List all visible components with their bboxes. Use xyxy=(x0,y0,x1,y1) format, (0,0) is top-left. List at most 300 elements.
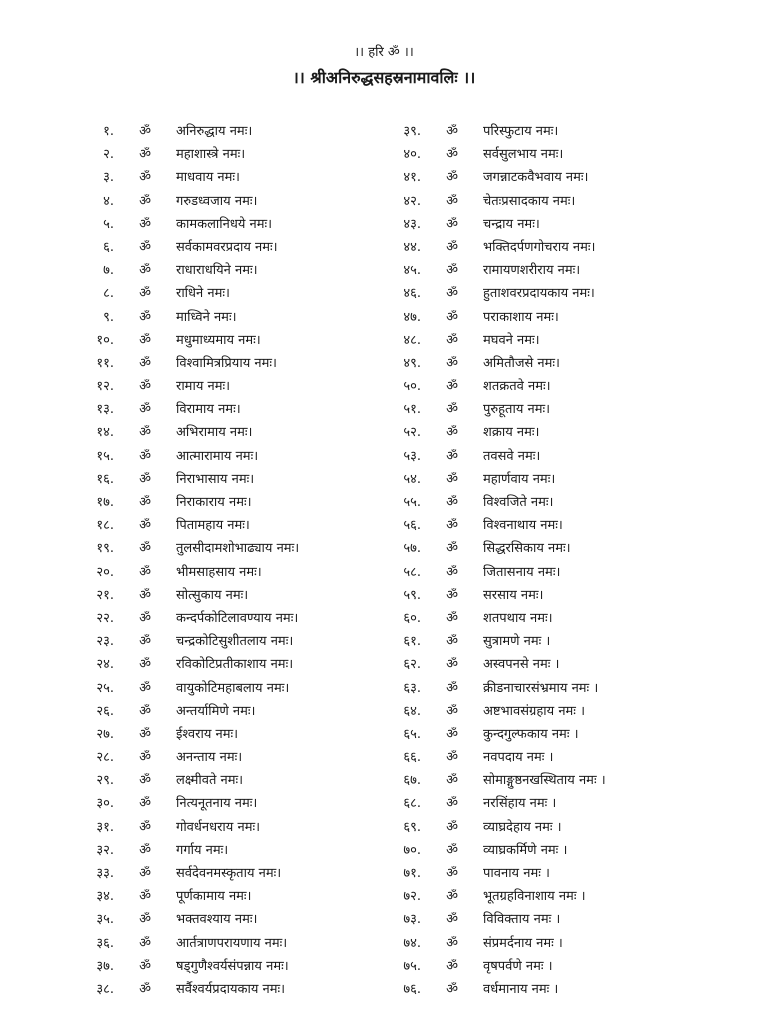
name-number: २८. xyxy=(96,750,114,766)
name-row xyxy=(78,839,299,862)
name-text: गोवर्धनधराय नमः। xyxy=(176,819,261,835)
name-text: चन्द्रकोटिसुशीतलाय नमः। xyxy=(176,634,294,650)
name-number: १९. xyxy=(96,541,114,557)
om-symbol: ॐ xyxy=(139,866,151,881)
name-row xyxy=(385,143,606,166)
name-number: ३०. xyxy=(96,796,114,812)
name-number: ७२. xyxy=(403,889,421,905)
om-symbol: ॐ xyxy=(139,355,151,371)
name-text: विश्वामित्रप्रियाय नमः। xyxy=(176,355,277,371)
name-text: चेतःप्रसादकाय नमः। xyxy=(483,193,576,209)
name-row xyxy=(78,769,299,792)
name-row xyxy=(385,908,606,931)
om-symbol: ॐ xyxy=(446,170,458,186)
om-symbol: ॐ xyxy=(446,332,458,348)
name-number: २५. xyxy=(96,680,114,696)
name-text: अष्टभावसंग्रहाय नमः । xyxy=(483,703,585,719)
name-text: मघवने नमः। xyxy=(483,332,540,348)
name-number: २९. xyxy=(96,773,114,789)
om-symbol: ॐ xyxy=(139,448,151,464)
name-number: ६१. xyxy=(403,634,421,650)
name-row xyxy=(385,329,606,352)
name-text: भूतग्रहविनाशाय नमः । xyxy=(483,889,586,905)
name-number: ७४. xyxy=(403,935,421,951)
name-text: परिस्फुटाय नमः। xyxy=(483,124,559,139)
om-symbol: ॐ xyxy=(139,518,151,534)
om-symbol: ॐ xyxy=(139,796,151,812)
om-symbol: ॐ xyxy=(446,958,458,974)
name-row xyxy=(385,630,606,653)
name-number: ४२. xyxy=(403,193,421,209)
om-symbol: ॐ xyxy=(139,958,151,974)
name-text: अमितौजसे नमः। xyxy=(483,355,560,371)
name-text: अनन्ताय नमः। xyxy=(176,750,243,766)
om-symbol: ॐ xyxy=(446,309,458,325)
name-text: अनिरुद्धाय नमः। xyxy=(176,124,253,139)
name-text: शतपथाय नमः। xyxy=(483,610,553,626)
name-row xyxy=(385,653,606,676)
om-symbol: ॐ xyxy=(139,402,151,418)
om-symbol: ॐ xyxy=(446,448,458,464)
om-symbol: ॐ xyxy=(446,912,458,928)
om-symbol: ॐ xyxy=(139,726,151,742)
name-number: ६६. xyxy=(403,750,421,766)
om-symbol: ॐ xyxy=(139,634,151,650)
name-number: ३. xyxy=(103,170,114,186)
name-row xyxy=(78,120,299,143)
name-number: ४३. xyxy=(403,216,421,232)
name-row xyxy=(78,978,299,1001)
name-text: वृषपर्वणे नमः । xyxy=(483,958,553,974)
name-row xyxy=(385,955,606,978)
name-row xyxy=(78,700,299,723)
name-text: सर्वसुलभाय नमः। xyxy=(483,147,564,163)
name-row xyxy=(78,143,299,166)
name-number: ७०. xyxy=(403,842,421,858)
name-text: षड्गुणैश्वर्यसंपन्नाय नमः। xyxy=(176,958,289,974)
name-text: राधिने नमः। xyxy=(176,286,230,302)
om-symbol: ॐ xyxy=(139,263,151,279)
name-row xyxy=(78,514,299,537)
name-number: ३७. xyxy=(96,958,114,974)
name-text: गर्गाय नमः। xyxy=(176,842,229,858)
name-row xyxy=(385,491,606,514)
name-text: लक्ष्मीवते नमः। xyxy=(176,773,244,789)
name-number: ५९. xyxy=(403,587,421,603)
om-symbol: ॐ xyxy=(446,680,458,696)
name-number: २७. xyxy=(96,726,114,742)
om-symbol: ॐ xyxy=(139,471,151,487)
name-row xyxy=(385,816,606,839)
name-row xyxy=(385,514,606,537)
name-row xyxy=(78,908,299,931)
name-text: रविकोटिप्रतीकाशाय नमः। xyxy=(176,657,294,673)
header-invocation: ।। हरि ॐ ।। xyxy=(354,45,414,60)
om-symbol: ॐ xyxy=(139,889,151,905)
name-number: ४५. xyxy=(403,263,421,279)
om-symbol: ॐ xyxy=(446,495,458,510)
om-symbol: ॐ xyxy=(139,564,151,580)
name-text: रामायणशरीराय नमः। xyxy=(483,263,581,279)
name-text: भक्तिदर्पणगोचराय नमः। xyxy=(483,239,596,255)
name-text: आत्मारामाय नमः। xyxy=(176,448,259,464)
name-text: सोमाङ्गुष्ठनखस्थिताय नमः । xyxy=(483,773,606,789)
name-row xyxy=(78,537,299,560)
name-text: आर्तत्राणपरायणाय नमः। xyxy=(176,935,288,951)
name-number: ६२. xyxy=(403,657,421,673)
name-row xyxy=(78,677,299,700)
om-symbol: ॐ xyxy=(139,703,151,719)
name-text: अस्वपनसे नमः । xyxy=(483,657,560,673)
om-symbol: ॐ xyxy=(139,332,151,348)
om-symbol: ॐ xyxy=(446,124,458,139)
name-text: मधुमाध्यमाय नमः। xyxy=(176,332,261,348)
name-number: ६८. xyxy=(403,796,421,812)
name-text: विश्वजिते नमः। xyxy=(483,495,554,510)
name-row xyxy=(385,932,606,955)
name-number: ४४. xyxy=(403,239,421,255)
name-row xyxy=(385,978,606,1001)
name-number: ५३. xyxy=(403,448,421,464)
name-row xyxy=(385,561,606,584)
name-row xyxy=(385,445,606,468)
name-text: अभिरामाय नमः। xyxy=(176,425,253,441)
om-symbol: ॐ xyxy=(446,819,458,835)
name-number: १४. xyxy=(96,425,114,441)
om-symbol: ॐ xyxy=(446,564,458,580)
om-symbol: ॐ xyxy=(446,610,458,626)
om-symbol: ॐ xyxy=(139,216,151,232)
name-row xyxy=(78,630,299,653)
om-symbol: ॐ xyxy=(446,842,458,858)
name-number: ७. xyxy=(103,263,114,279)
om-symbol: ॐ xyxy=(139,495,151,510)
name-row xyxy=(385,306,606,329)
om-symbol: ॐ xyxy=(139,425,151,441)
name-text: पुरुहूताय नमः। xyxy=(483,402,551,418)
name-number: ५२. xyxy=(403,425,421,441)
om-symbol: ॐ xyxy=(139,657,151,673)
name-row xyxy=(78,306,299,329)
om-symbol: ॐ xyxy=(446,541,458,557)
name-row xyxy=(78,653,299,676)
om-symbol: ॐ xyxy=(139,935,151,951)
name-text: कामकलानिधये नमः। xyxy=(176,216,273,232)
om-symbol: ॐ xyxy=(446,193,458,209)
name-text: तवसवे नमः। xyxy=(483,448,541,464)
name-text: भक्तवश्याय नमः। xyxy=(176,912,258,928)
om-symbol: ॐ xyxy=(139,309,151,325)
om-symbol: ॐ xyxy=(446,216,458,232)
name-text: सोत्सुकाय नमः। xyxy=(176,587,249,603)
name-text: महाशास्त्रे नमः। xyxy=(176,147,246,163)
name-text: विश्वनाथाय नमः। xyxy=(483,518,563,534)
name-row xyxy=(78,259,299,282)
name-number: ५७. xyxy=(403,541,421,557)
name-number: १८. xyxy=(96,518,114,534)
name-text: जगन्नाटकवैभवाय नमः। xyxy=(483,170,589,186)
name-row xyxy=(78,885,299,908)
name-text: ईश्वराय नमः। xyxy=(176,726,239,742)
name-number: ३९. xyxy=(403,124,421,139)
name-text: तुलसीदामशोभाढ्याय नमः। xyxy=(176,541,300,557)
name-row xyxy=(78,561,299,584)
om-symbol: ॐ xyxy=(446,750,458,766)
name-text: जितासनाय नमः। xyxy=(483,564,561,580)
name-number: ७६. xyxy=(403,981,421,997)
name-row xyxy=(78,932,299,955)
name-row xyxy=(78,282,299,305)
om-symbol: ॐ xyxy=(139,286,151,302)
om-symbol: ॐ xyxy=(446,866,458,881)
name-row xyxy=(385,282,606,305)
om-symbol: ॐ xyxy=(139,587,151,603)
name-row xyxy=(385,213,606,236)
name-text: सरसाय नमः। xyxy=(483,587,544,603)
name-text: नरसिंहाय नमः । xyxy=(483,796,557,812)
name-number: ९. xyxy=(103,309,114,325)
name-number: ४०. xyxy=(403,147,421,163)
name-number: ४६. xyxy=(403,286,421,302)
om-symbol: ॐ xyxy=(139,124,151,139)
name-number: ३५. xyxy=(96,912,114,928)
name-text: चन्द्राय नमः। xyxy=(483,216,540,232)
name-row xyxy=(78,236,299,259)
name-row xyxy=(78,491,299,514)
name-row xyxy=(78,723,299,746)
name-number: २१. xyxy=(96,587,114,603)
name-row xyxy=(78,584,299,607)
page-title: ।। श्रीअनिरुद्धसहस्रनामावलिः ।। xyxy=(292,68,476,87)
name-number: ६९. xyxy=(403,819,421,835)
name-number: ३६. xyxy=(96,935,114,951)
name-text: पूर्णकामाय नमः। xyxy=(176,889,252,905)
name-number: १५. xyxy=(96,448,114,464)
name-row xyxy=(385,607,606,630)
om-symbol: ॐ xyxy=(139,193,151,209)
name-row xyxy=(385,677,606,700)
name-text: व्याघ्रकर्मिणे नमः । xyxy=(483,842,568,858)
om-symbol: ॐ xyxy=(446,518,458,534)
om-symbol: ॐ xyxy=(446,425,458,441)
name-text: गरुडध्वजाय नमः। xyxy=(176,193,258,209)
name-number: ६०. xyxy=(403,610,421,626)
name-row xyxy=(385,421,606,444)
name-number: ७५. xyxy=(403,958,421,974)
name-text: विरामाय नमः। xyxy=(176,402,241,418)
name-row xyxy=(385,190,606,213)
name-row xyxy=(385,375,606,398)
name-number: ४७. xyxy=(403,309,421,325)
om-symbol: ॐ xyxy=(139,147,151,163)
name-number: ४. xyxy=(103,193,114,209)
name-row xyxy=(385,236,606,259)
name-row xyxy=(78,792,299,815)
name-text: नवपदाय नमः । xyxy=(483,750,554,766)
name-number: ८. xyxy=(103,286,114,302)
om-symbol: ॐ xyxy=(446,147,458,163)
om-symbol: ॐ xyxy=(446,726,458,742)
om-symbol: ॐ xyxy=(446,355,458,371)
name-number: ५६. xyxy=(403,518,421,534)
name-number: ६४. xyxy=(403,703,421,719)
name-number: ५४. xyxy=(403,471,421,487)
om-symbol: ॐ xyxy=(446,889,458,905)
name-number: ७३. xyxy=(403,912,421,928)
om-symbol: ॐ xyxy=(446,935,458,951)
om-symbol: ॐ xyxy=(446,796,458,812)
names-column-left xyxy=(78,120,299,1001)
om-symbol: ॐ xyxy=(139,379,151,395)
om-symbol: ॐ xyxy=(446,657,458,673)
name-text: वर्धमानाय नमः । xyxy=(483,981,559,997)
name-row xyxy=(78,607,299,630)
om-symbol: ॐ xyxy=(139,773,151,789)
name-number: १३. xyxy=(96,402,114,418)
om-symbol: ॐ xyxy=(139,239,151,255)
name-row xyxy=(385,723,606,746)
name-number: १२. xyxy=(96,379,114,395)
name-text: कन्दर्पकोटिलावण्याय नमः। xyxy=(176,610,299,626)
name-row xyxy=(385,792,606,815)
name-text: सर्वदेवनमस्कृताय नमः। xyxy=(176,866,282,881)
om-symbol: ॐ xyxy=(446,981,458,997)
name-text: कुन्दगुल्फकाय नमः । xyxy=(483,726,579,742)
name-row xyxy=(385,885,606,908)
name-number: २. xyxy=(103,147,114,163)
om-symbol: ॐ xyxy=(446,263,458,279)
name-text: रामाय नमः। xyxy=(176,379,231,395)
name-row xyxy=(385,352,606,375)
name-row xyxy=(385,537,606,560)
om-symbol: ॐ xyxy=(446,471,458,487)
om-symbol: ॐ xyxy=(139,680,151,696)
name-text: सर्वकामवरप्रदाय नमः। xyxy=(176,239,278,255)
name-row xyxy=(385,700,606,723)
om-symbol: ॐ xyxy=(139,981,151,997)
name-row xyxy=(385,584,606,607)
name-number: १०. xyxy=(96,332,114,348)
name-row xyxy=(78,746,299,769)
name-row xyxy=(78,375,299,398)
name-row xyxy=(78,190,299,213)
name-number: १७. xyxy=(96,495,114,510)
name-row xyxy=(385,468,606,491)
om-symbol: ॐ xyxy=(139,912,151,928)
name-row xyxy=(78,445,299,468)
name-text: राधाराधयिने नमः। xyxy=(176,263,258,279)
name-text: भीमसाहसाय नमः। xyxy=(176,564,262,580)
name-text: माधवाय नमः। xyxy=(176,170,240,186)
name-text: शतक्रतवे नमः। xyxy=(483,379,551,395)
name-row xyxy=(78,398,299,421)
name-number: ४९. xyxy=(403,355,421,371)
name-row xyxy=(385,862,606,885)
name-number: ५१. xyxy=(403,402,421,418)
name-number: ५८. xyxy=(403,564,421,580)
name-number: ५. xyxy=(103,216,114,232)
name-number: ११. xyxy=(96,355,114,371)
names-column-right xyxy=(385,120,606,1001)
name-text: सिद्धरसिकाय नमः। xyxy=(483,541,571,557)
name-number: ३८. xyxy=(96,981,114,997)
om-symbol: ॐ xyxy=(446,379,458,395)
om-symbol: ॐ xyxy=(446,286,458,302)
om-symbol: ॐ xyxy=(446,703,458,719)
name-text: महार्णवाय नमः। xyxy=(483,471,556,487)
name-row xyxy=(78,816,299,839)
name-number: १६. xyxy=(96,471,114,487)
name-number: ३१. xyxy=(96,819,114,835)
name-text: सुत्रामणे नमः । xyxy=(483,634,551,650)
name-row xyxy=(78,166,299,189)
name-row xyxy=(385,839,606,862)
name-number: २६. xyxy=(96,703,114,719)
name-text: अन्तर्यामिणे नमः। xyxy=(176,703,256,719)
name-number: ४१. xyxy=(403,170,421,186)
name-number: ४८. xyxy=(403,332,421,348)
name-number: २४. xyxy=(96,657,114,673)
name-row xyxy=(78,352,299,375)
name-text: संप्रमर्दनाय नमः । xyxy=(483,935,563,951)
name-row xyxy=(385,398,606,421)
name-text: पितामहाय नमः। xyxy=(176,518,250,534)
name-row xyxy=(78,955,299,978)
name-row xyxy=(385,746,606,769)
om-symbol: ॐ xyxy=(446,773,458,789)
name-text: क्रीडनाचारसंभ्रमाय नमः । xyxy=(483,680,599,696)
om-symbol: ॐ xyxy=(139,819,151,835)
name-text: निराभासाय नमः। xyxy=(176,471,255,487)
name-text: शक्राय नमः। xyxy=(483,425,540,441)
name-text: व्याघ्रदेहाय नमः । xyxy=(483,819,562,835)
name-number: २२. xyxy=(96,610,114,626)
name-row xyxy=(385,166,606,189)
name-number: ६५. xyxy=(403,726,421,742)
om-symbol: ॐ xyxy=(446,239,458,255)
om-symbol: ॐ xyxy=(446,587,458,603)
name-row xyxy=(78,862,299,885)
name-number: ६७. xyxy=(403,773,421,789)
name-number: १. xyxy=(103,124,114,139)
name-text: पराकाशाय नमः। xyxy=(483,309,559,325)
name-number: ३४. xyxy=(96,889,114,905)
name-text: हुताशवरप्रदायकाय नमः। xyxy=(483,286,595,302)
name-number: ३२. xyxy=(96,842,114,858)
name-row xyxy=(385,120,606,143)
name-number: २०. xyxy=(96,564,114,580)
name-text: वायुकोटिमहाबलाय नमः। xyxy=(176,680,290,696)
name-number: ६. xyxy=(103,239,114,255)
om-symbol: ॐ xyxy=(139,610,151,626)
om-symbol: ॐ xyxy=(139,541,151,557)
om-symbol: ॐ xyxy=(139,170,151,186)
name-number: ३३. xyxy=(96,866,114,881)
name-number: ५०. xyxy=(403,379,421,395)
name-row xyxy=(385,769,606,792)
name-row xyxy=(78,421,299,444)
name-text: नित्यनूतनाय नमः। xyxy=(176,796,258,812)
name-text: सर्वैश्वर्यप्रदायकाय नमः। xyxy=(176,981,286,997)
name-row xyxy=(78,468,299,491)
name-number: ५५. xyxy=(403,495,421,510)
name-row xyxy=(78,329,299,352)
name-number: २३. xyxy=(96,634,114,650)
name-number: ७१. xyxy=(403,866,421,881)
name-row xyxy=(78,213,299,236)
name-row xyxy=(385,259,606,282)
om-symbol: ॐ xyxy=(446,402,458,418)
